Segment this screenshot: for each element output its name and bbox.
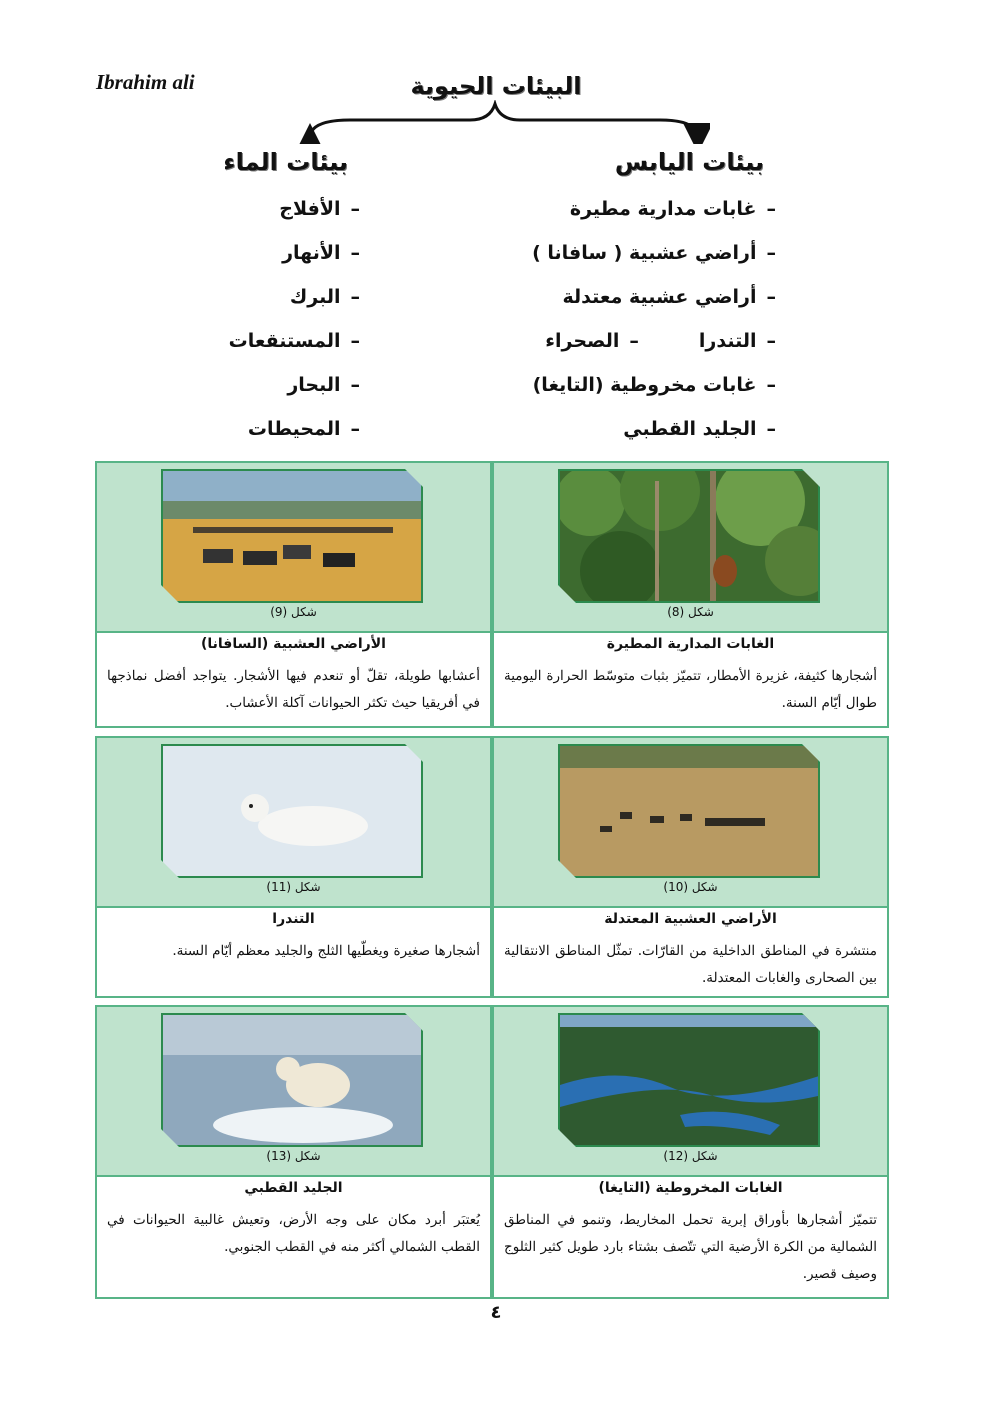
card-description: منتشرة في المناطق الداخلية من القارّات. تمثّل المناطق الانتقالية بين الصحارى والغابات المعتدلة. (504, 943, 877, 986)
list-item: –أراضي عشبية معتدلة (562, 286, 776, 308)
polar-ice-photo (161, 1013, 423, 1147)
savanna-photo (161, 469, 423, 603)
divider (97, 1175, 490, 1177)
taiga-photo (558, 1013, 820, 1147)
card-title: الغابات المدارية المطيرة (606, 636, 775, 652)
land-heading: بيئات اليابس (614, 148, 764, 176)
list-item: –البحار (287, 374, 360, 396)
biome-card-taiga (492, 1005, 889, 1299)
list-item: –المستنقعات (228, 330, 360, 352)
figure-label: شكل (8) (667, 605, 714, 619)
card-description: تتميّز أشجارها بأوراق إبرية تحمل المخاريط، وتنمو في المناطق الشمالية من الكرة الأرضية التي تتّصف بشتاء بارد طويل كثير الثلوج وصيف قصير. (504, 1212, 877, 1282)
list-item: –الجليد القطبي (623, 418, 776, 440)
figure-label: شكل (10) (663, 880, 718, 894)
biome-cards-grid (95, 461, 890, 1299)
figure-label: شكل (11) (266, 880, 321, 894)
figure-label: شكل (9) (270, 605, 317, 619)
card-title: التندرا (272, 911, 315, 927)
water-biomes-list (229, 192, 360, 456)
card-title: الأراضي العشبية المعتدلة (604, 911, 777, 927)
rainforest-photo (558, 469, 820, 603)
list-item: –الأفلاج (279, 198, 360, 220)
card-description: يُعتبَر أبرد مكان على وجه الأرض، وتعيش غالبية الحيوانات في القطب الشمالي أكثر منه في القطب الجنوبي. (107, 1212, 480, 1255)
list-item: –غابات مدارية مطيرة (569, 198, 776, 220)
card-description: أشجارها صغيرة ويغطّيها الثلج والجليد معظم أيّام السنة. (172, 943, 480, 959)
divider (494, 631, 887, 633)
list-item: –التندرا–الصحراء (545, 330, 776, 352)
biome-card-polar-ice (95, 1005, 492, 1299)
list-item: –البرك (289, 286, 360, 308)
biome-card-temperate-grassland (492, 736, 889, 998)
list-item: –المحيطات (247, 418, 360, 440)
author-name: Ibrahim ali (96, 70, 195, 94)
card-title: الغابات المخروطية (التايغا) (598, 1180, 783, 1196)
biome-card-tundra (95, 736, 492, 998)
page-number: ٤ (490, 1302, 502, 1323)
biome-card-savanna (95, 461, 492, 728)
card-title: الجليد القطبي (244, 1180, 343, 1196)
tundra-photo (161, 744, 423, 878)
figure-label: شكل (12) (663, 1149, 718, 1163)
page-title: البيئات الحيوية (410, 72, 582, 100)
list-item: –الأنهار (282, 242, 360, 264)
divider (97, 631, 490, 633)
divider (494, 1175, 887, 1177)
land-biomes-list (532, 192, 776, 456)
temperate-grassland-photo (558, 744, 820, 878)
water-heading: بيئات الماء (223, 148, 348, 176)
card-title: الأراضي العشبية (السافانا) (201, 636, 386, 652)
card-description: أشجارها كثيفة، غزيرة الأمطار، تتميّز بثبات متوسّط الحرارة اليومية طوال أيّام السنة. (504, 668, 877, 711)
figure-label: شكل (13) (266, 1149, 321, 1163)
card-description: أعشابها طويلة، تقلّ أو تنعدم فيها الأشجار. يتواجد أفضل نماذجها في أفريقيا حيث تكثر الحيوانات آكلة الأعشاب. (107, 668, 480, 711)
divider (494, 906, 887, 908)
list-item: –أراضي عشبية ( سافانا ) (532, 242, 776, 264)
list-item: –غابات مخروطية (التايغا) (532, 374, 776, 396)
brace-arrows (290, 100, 710, 144)
divider (97, 906, 490, 908)
biome-card-rainforest (492, 461, 889, 728)
